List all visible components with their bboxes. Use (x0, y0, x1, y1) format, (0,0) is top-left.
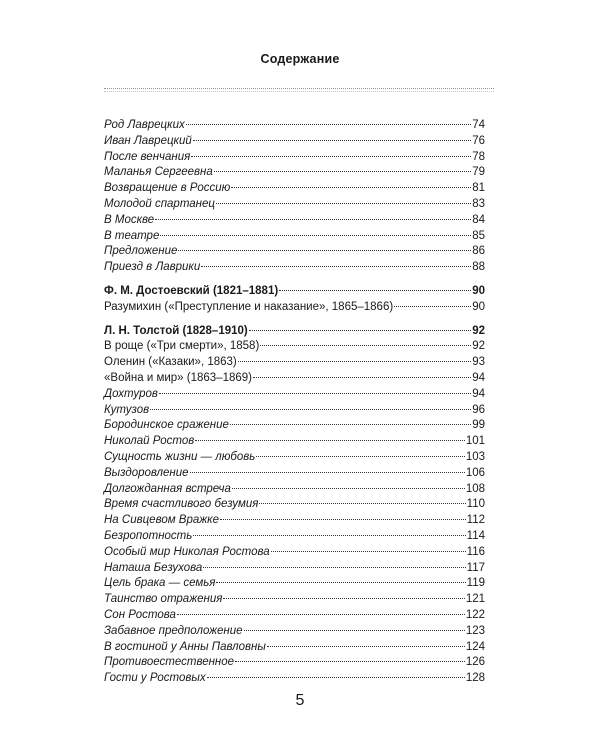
toc-entry-page: 124 (465, 640, 485, 653)
toc-entry-page: 84 (472, 213, 485, 226)
toc-entry-page: 126 (465, 656, 485, 669)
dot-leader (159, 393, 471, 394)
toc-entry (104, 624, 485, 640)
dot-leader (190, 472, 465, 473)
toc-entry-page: 117 (466, 561, 485, 574)
toc-entry-title: Л. Н. Толстой (1828–1910) (104, 324, 248, 337)
dot-leader (271, 551, 466, 552)
toc-entry (104, 529, 485, 545)
toc-entry-page: 116 (466, 545, 485, 558)
dot-leader (207, 677, 465, 678)
toc-entry-page: 106 (465, 466, 485, 479)
toc-entry-page: 93 (472, 356, 485, 369)
header-divider-secondary (104, 91, 494, 92)
toc-entry-title: Безропотность (104, 529, 193, 542)
dot-leader (201, 266, 471, 267)
toc-entry-page: 76 (472, 134, 485, 147)
toc-entry-title: Забавное предположение (104, 624, 243, 637)
dot-leader (193, 535, 465, 536)
dot-leader (231, 187, 471, 188)
toc-entry-page: 119 (466, 577, 485, 590)
dot-leader (223, 598, 464, 599)
dot-leader (235, 661, 465, 662)
toc-entry (104, 355, 485, 371)
dot-leader (244, 630, 465, 631)
dot-leader (177, 614, 465, 615)
toc-entry-page: 114 (466, 529, 485, 542)
toc-entry (104, 576, 485, 592)
toc-entry-title: Долгожданная встреча (104, 482, 231, 495)
toc-entry-page: 92 (472, 324, 485, 337)
toc-entry (104, 434, 485, 450)
toc-entry-page: 90 (472, 284, 485, 297)
dot-leader (186, 124, 471, 125)
toc-entry-page: 99 (472, 419, 485, 432)
toc-entry-title: Приезд в Лаврики (104, 261, 201, 274)
toc-entry-title: Выздоровление (104, 466, 189, 479)
toc-entry (104, 545, 485, 561)
dot-leader (267, 646, 465, 647)
dot-leader (249, 330, 471, 331)
toc-entry-title: Наташа Безухова (104, 561, 203, 574)
toc-entry (104, 181, 485, 197)
toc-entry-title: В гостиной у Анны Павловны (104, 640, 266, 653)
section-gap (104, 316, 485, 324)
toc-entry (104, 134, 485, 150)
toc-entry (104, 244, 485, 260)
toc-entry (104, 403, 485, 419)
toc-entry-title: Сон Ростова (104, 608, 176, 621)
section-gap (104, 276, 485, 284)
toc-entry-title: Кутузов (104, 403, 150, 416)
toc-entry-title: Возвращение в Россию (104, 182, 231, 195)
toc-entry (104, 497, 485, 513)
dot-leader (216, 203, 471, 204)
dot-leader (232, 488, 465, 489)
dot-leader (260, 345, 471, 346)
toc-entry-page: 79 (472, 166, 485, 179)
table-of-contents (104, 118, 485, 687)
dot-leader (238, 361, 471, 362)
header-divider (104, 88, 494, 89)
toc-entry-title: Таинство отражения (104, 593, 223, 606)
toc-entry-page: 121 (465, 593, 485, 606)
toc-entry (104, 197, 485, 213)
toc-entry (104, 371, 485, 387)
toc-entry-page: 103 (465, 450, 485, 463)
dot-leader (394, 306, 471, 307)
toc-entry-title: Молодой спартанец (104, 197, 215, 210)
toc-entry-page: 110 (466, 498, 485, 511)
toc-entry (104, 213, 485, 229)
toc-entry-page: 86 (472, 245, 485, 258)
toc-entry-title: Противоестественное (104, 656, 235, 669)
toc-entry (104, 260, 485, 276)
toc-entry-title: Николай Ростов (104, 435, 195, 448)
toc-entry-page: 74 (472, 119, 485, 131)
toc-entry (104, 339, 485, 355)
toc-section-heading (104, 324, 485, 340)
dot-leader (178, 250, 471, 251)
dot-leader (155, 219, 471, 220)
toc-entry-title: Дохтуров (104, 387, 158, 400)
toc-entry-page: 101 (465, 435, 485, 448)
toc-entry-title: Гости у Ростовых (104, 672, 206, 685)
toc-entry-title: Предложение (104, 245, 178, 258)
toc-entry (104, 229, 485, 245)
dot-leader (216, 582, 465, 583)
toc-entry-title: Особый мир Николая Ростова (104, 545, 270, 558)
toc-entry-title: В роще («Три смерти», 1858) (104, 340, 260, 353)
toc-entry-page: 83 (472, 197, 485, 210)
toc-entry-title: Оленин («Казаки», 1863) (104, 356, 237, 369)
dot-leader (195, 440, 465, 441)
toc-entry (104, 655, 485, 671)
toc-entry-page: 112 (466, 514, 485, 527)
toc-entry-title: В театре (104, 229, 160, 242)
toc-entry-title: Ф. М. Достоевский (1821–1881) (104, 284, 279, 297)
toc-entry-title: Цель брака — семья (104, 577, 216, 590)
dot-leader (253, 377, 471, 378)
toc-entry-title: «Война и мир» (1863–1869) (104, 371, 252, 384)
dot-leader (220, 519, 466, 520)
toc-entry-title: В Москве (104, 213, 155, 226)
dot-leader (193, 140, 471, 141)
toc-entry-page: 92 (472, 340, 485, 353)
toc-entry-page: 88 (472, 261, 485, 274)
toc-entry (104, 450, 485, 466)
toc-section-heading (104, 284, 485, 300)
toc-entry-page: 122 (465, 608, 485, 621)
toc-entry (104, 592, 485, 608)
toc-entry (104, 466, 485, 482)
dot-leader (230, 424, 471, 425)
dot-leader (191, 156, 471, 157)
toc-entry-page: 81 (472, 182, 485, 195)
toc-entry (104, 387, 485, 403)
toc-entry-title: Время счастливого безумия (104, 498, 259, 511)
dot-leader (160, 235, 471, 236)
toc-entry-page: 78 (472, 150, 485, 163)
toc-entry (104, 418, 485, 434)
toc-entry-page: 96 (472, 403, 485, 416)
toc-entry-page: 108 (465, 482, 485, 495)
toc-entry-page: 94 (472, 387, 485, 400)
toc-entry (104, 300, 485, 316)
dot-leader (279, 290, 471, 291)
toc-entry-title: На Сивцевом Вражке (104, 514, 219, 527)
page-number: 5 (295, 692, 305, 709)
toc-entry-page: 123 (465, 624, 485, 637)
dot-leader (150, 409, 471, 410)
dot-leader (259, 503, 465, 504)
toc-entry-title: Род Лаврецких (104, 119, 185, 131)
toc-entry-page: 90 (472, 300, 485, 313)
toc-entry-page: 85 (472, 229, 485, 242)
toc-entry-title: Сущность жизни — любовь (104, 450, 256, 463)
toc-entry (104, 561, 485, 577)
toc-entry-page: 128 (465, 672, 485, 685)
toc-entry-title: Бородинское сражение (104, 419, 229, 432)
toc-entry (104, 165, 485, 181)
toc-entry-title: Иван Лаврецкий (104, 134, 192, 147)
toc-entry (104, 640, 485, 656)
toc-entry (104, 671, 485, 687)
dot-leader (203, 567, 465, 568)
toc-entry-title: После венчания (104, 150, 191, 163)
toc-entry (104, 482, 485, 498)
toc-entry (104, 513, 485, 529)
toc-entry (104, 150, 485, 166)
toc-entry-page: 94 (472, 371, 485, 384)
toc-entry (104, 118, 485, 134)
toc-entry (104, 608, 485, 624)
dot-leader (214, 171, 471, 172)
toc-entry-title: Разумихин («Преступление и наказание», 1865–1866) (104, 300, 394, 313)
page-title: Содержание (260, 52, 340, 66)
toc-entry-title: Маланья Сергеевна (104, 166, 213, 179)
dot-leader (256, 456, 464, 457)
